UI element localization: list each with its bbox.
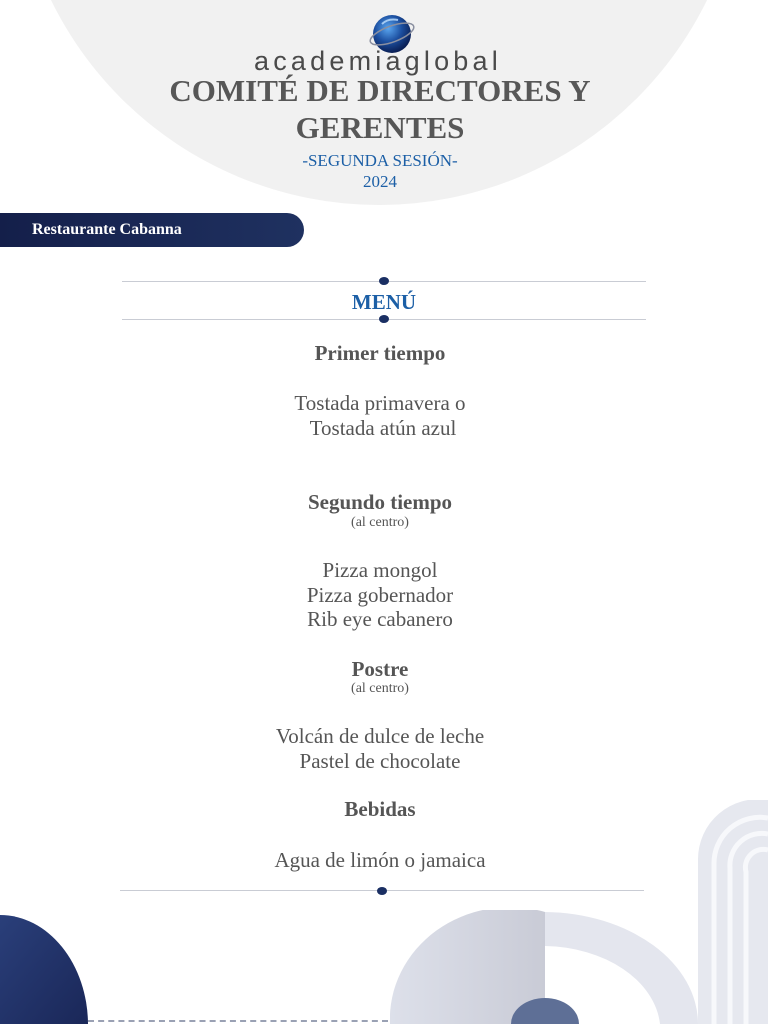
course-note: (al centro) (351, 515, 409, 530)
dish-item: Volcán de dulce de leche (275, 724, 485, 748)
dish-item: Pizza mongol (322, 558, 438, 582)
title-line-1: COMITÉ DE DIRECTORES Y (169, 73, 591, 108)
menu-bottom-dot (379, 315, 389, 323)
course-note: (al centro) (351, 681, 409, 696)
decorative-navy-arc (0, 905, 100, 1024)
venue-label: Restaurante Cabanna (0, 213, 304, 247)
dish-item: Pastel de chocolate (299, 749, 461, 773)
dish-item: Rib eye cabanero (307, 607, 453, 631)
menu-title: MENÚ (351, 290, 417, 314)
decorative-arches-right (696, 800, 768, 1024)
session-label: -SEGUNDA SESIÓN- (302, 151, 458, 170)
course-heading-drinks: Bebidas (344, 797, 416, 821)
course-heading-dessert: Postre (351, 657, 409, 681)
page-title (160, 72, 600, 146)
dish-item: Tostada primavera o (294, 391, 466, 415)
dish-item: Agua de limón o jamaica (274, 848, 486, 872)
menu-end-dot (377, 887, 387, 895)
title-line-2: GERENTES (295, 110, 465, 145)
dish-item: Tostada atún azul (309, 416, 457, 440)
logo (0, 8, 768, 74)
decorative-dashed-line (88, 1020, 388, 1024)
course-heading-second: Segundo tiempo (307, 490, 453, 514)
session-subtitle (230, 150, 530, 192)
menu-top-dot (379, 277, 389, 285)
logo-text: academiaglobal (254, 46, 502, 76)
dish-item: Pizza gobernador (306, 583, 454, 607)
session-year: 2024 (363, 172, 397, 191)
decorative-arches (390, 910, 700, 1024)
course-heading-first: Primer tiempo (314, 341, 446, 365)
